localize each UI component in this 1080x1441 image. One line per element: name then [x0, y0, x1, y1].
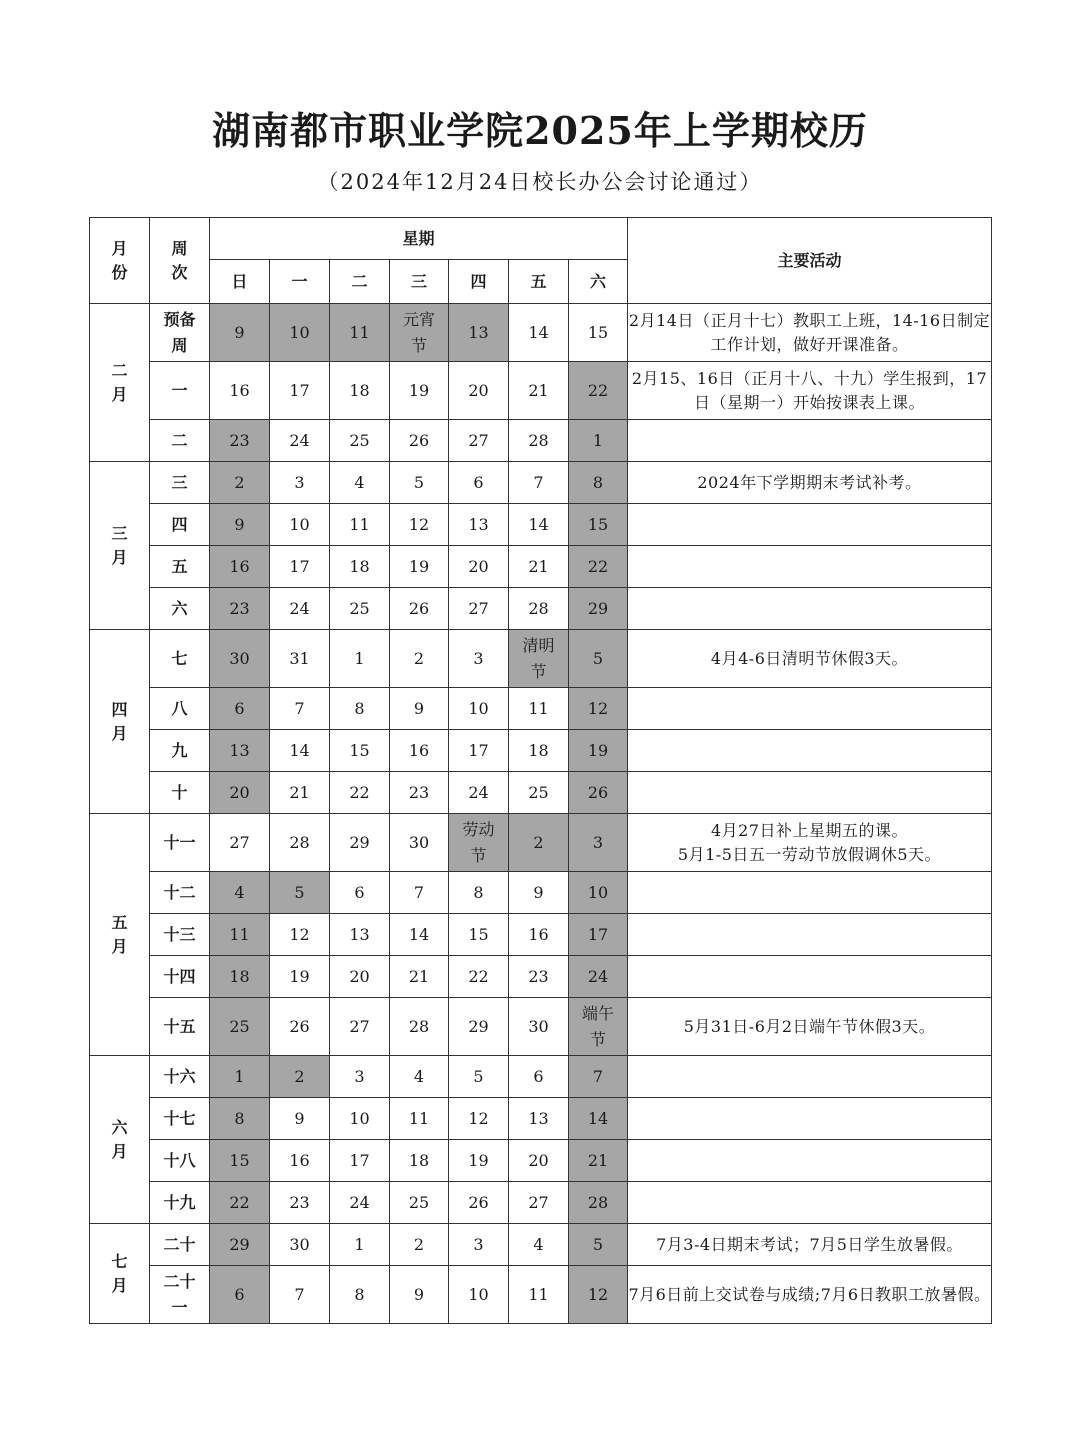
activity-cell: [628, 688, 992, 730]
day-cell-thu: 26: [449, 1182, 509, 1224]
day-cell-sun: 15: [210, 1140, 270, 1182]
day-cell-wed: 14: [390, 914, 449, 956]
header-row-1: [90, 218, 992, 260]
day-cell-sat: 14: [569, 1098, 628, 1140]
day-cell-tue: 22: [330, 772, 390, 814]
activity-cell: 2月15、16日（正月十八、十九）学生报到，17日（星期一）开始按课表上课。: [628, 362, 992, 420]
day-cell-fri: 28: [509, 588, 569, 630]
day-cell-thu: 3: [449, 1224, 509, 1266]
week-number: 一: [150, 362, 210, 420]
day-cell-mon: 12: [270, 914, 330, 956]
day-cell-wed: 9: [390, 688, 449, 730]
day-cell-mon: 24: [270, 420, 330, 462]
day-cell-tue: 4: [330, 462, 390, 504]
day-cell-mon: 30: [270, 1224, 330, 1266]
day-cell-mon: 10: [270, 504, 330, 546]
activity-cell: 7月3-4日期末考试；7月5日学生放暑假。: [628, 1224, 992, 1266]
day-cell-sat: 22: [569, 362, 628, 420]
day-cell-wed: 16: [390, 730, 449, 772]
week-number: 二十 一: [150, 1266, 210, 1324]
week-number: 九: [150, 730, 210, 772]
day-cell-sun: 27: [210, 814, 270, 872]
day-cell-sat: 7: [569, 1056, 628, 1098]
day-cell-fri: 4: [509, 1224, 569, 1266]
day-cell-tue: 15: [330, 730, 390, 772]
activity-column-header: 主要活动: [628, 218, 992, 304]
day-cell-tue: 6: [330, 872, 390, 914]
day-cell-sun: 18: [210, 956, 270, 998]
activity-cell: [628, 1182, 992, 1224]
activity-cell: [628, 420, 992, 462]
day-cell-tue: 1: [330, 1224, 390, 1266]
day-cell-sun: 6: [210, 1266, 270, 1324]
day-cell-tue: 24: [330, 1182, 390, 1224]
day-cell-tue: 20: [330, 956, 390, 998]
week-number: 十八: [150, 1140, 210, 1182]
week-row: [90, 956, 992, 998]
day-cell-sat: 21: [569, 1140, 628, 1182]
week-row: [90, 420, 992, 462]
holiday-cell-wed: 元宵 节: [390, 304, 449, 362]
day-cell-thu: 20: [449, 546, 509, 588]
day-cell-thu: 13: [449, 304, 509, 362]
day-cell-wed: 19: [390, 362, 449, 420]
week-row: [90, 1224, 992, 1266]
week-number: 二: [150, 420, 210, 462]
day-cell-mon: 9: [270, 1098, 330, 1140]
day-cell-tue: 8: [330, 688, 390, 730]
day-cell-fri: 11: [509, 1266, 569, 1324]
weekday-header-fri: 五: [509, 260, 569, 304]
week-row: [90, 914, 992, 956]
day-cell-sat: 17: [569, 914, 628, 956]
activity-cell: [628, 1056, 992, 1098]
day-cell-mon: 17: [270, 362, 330, 420]
day-cell-sun: 30: [210, 630, 270, 688]
week-row: [90, 304, 992, 362]
day-cell-thu: 22: [449, 956, 509, 998]
day-cell-tue: 29: [330, 814, 390, 872]
day-cell-mon: 2: [270, 1056, 330, 1098]
week-number: 十七: [150, 1098, 210, 1140]
activity-cell: [628, 546, 992, 588]
day-cell-tue: 25: [330, 588, 390, 630]
week-number: 十三: [150, 914, 210, 956]
day-cell-mon: 28: [270, 814, 330, 872]
week-row: [90, 462, 992, 504]
weekday-header-sat: 六: [569, 260, 628, 304]
day-cell-fri: 14: [509, 304, 569, 362]
day-cell-sat: 15: [569, 304, 628, 362]
day-cell-tue: 17: [330, 1140, 390, 1182]
week-row: [90, 1140, 992, 1182]
week-row: [90, 362, 992, 420]
day-cell-wed: 11: [390, 1098, 449, 1140]
activity-cell: 4月4-6日清明节休假3天。: [628, 630, 992, 688]
day-cell-wed: 26: [390, 420, 449, 462]
day-cell-wed: 28: [390, 998, 449, 1056]
day-cell-fri: 23: [509, 956, 569, 998]
day-cell-mon: 23: [270, 1182, 330, 1224]
week-row: [90, 1056, 992, 1098]
week-number: 二十: [150, 1224, 210, 1266]
weekday-header-sun: 日: [210, 260, 270, 304]
day-cell-sun: 11: [210, 914, 270, 956]
weekday-group-header: 星期: [210, 218, 628, 260]
day-cell-sun: 23: [210, 588, 270, 630]
day-cell-sun: 23: [210, 420, 270, 462]
day-cell-fri: 28: [509, 420, 569, 462]
page-title: 湖南都市职业学院2025年上学期校历: [212, 108, 868, 153]
day-cell-thu: 13: [449, 504, 509, 546]
week-row: [90, 630, 992, 688]
day-cell-tue: 8: [330, 1266, 390, 1324]
month-label: 五 月: [90, 814, 150, 1056]
day-cell-tue: 11: [330, 304, 390, 362]
day-cell-fri: 2: [509, 814, 569, 872]
day-cell-thu: 17: [449, 730, 509, 772]
day-cell-mon: 17: [270, 546, 330, 588]
month-label: 六 月: [90, 1056, 150, 1224]
day-cell-mon: 21: [270, 772, 330, 814]
day-cell-mon: 3: [270, 462, 330, 504]
holiday-cell-thu: 劳动 节: [449, 814, 509, 872]
week-number: 十九: [150, 1182, 210, 1224]
day-cell-wed: 23: [390, 772, 449, 814]
day-cell-wed: 26: [390, 588, 449, 630]
week-row: [90, 1182, 992, 1224]
activity-cell: [628, 1098, 992, 1140]
month-label: 七 月: [90, 1224, 150, 1324]
day-cell-fri: 21: [509, 546, 569, 588]
week-number: 七: [150, 630, 210, 688]
activity-cell: [628, 956, 992, 998]
day-cell-wed: 4: [390, 1056, 449, 1098]
month-label: 二 月: [90, 304, 150, 462]
day-cell-wed: 30: [390, 814, 449, 872]
activity-cell: 7月6日前上交试卷与成绩;7月6日教职工放暑假。: [628, 1266, 992, 1324]
day-cell-tue: 27: [330, 998, 390, 1056]
day-cell-tue: 11: [330, 504, 390, 546]
day-cell-tue: 18: [330, 362, 390, 420]
day-cell-fri: 30: [509, 998, 569, 1056]
day-cell-thu: 10: [449, 688, 509, 730]
activity-cell: 2024年下学期期末考试补考。: [628, 462, 992, 504]
day-cell-mon: 10: [270, 304, 330, 362]
weekday-header-thu: 四: [449, 260, 509, 304]
week-number: 六: [150, 588, 210, 630]
weekday-header-tue: 二: [330, 260, 390, 304]
day-cell-mon: 26: [270, 998, 330, 1056]
day-cell-sun: 9: [210, 304, 270, 362]
week-row: [90, 688, 992, 730]
day-cell-wed: 25: [390, 1182, 449, 1224]
day-cell-sun: 20: [210, 772, 270, 814]
week-row: [90, 872, 992, 914]
week-column-header: 周 次: [150, 218, 210, 304]
weekday-header-mon: 一: [270, 260, 330, 304]
day-cell-fri: 27: [509, 1182, 569, 1224]
activity-cell: [628, 504, 992, 546]
day-cell-tue: 13: [330, 914, 390, 956]
day-cell-fri: 9: [509, 872, 569, 914]
day-cell-sat: 8: [569, 462, 628, 504]
day-cell-sat: 22: [569, 546, 628, 588]
day-cell-thu: 12: [449, 1098, 509, 1140]
day-cell-sun: 8: [210, 1098, 270, 1140]
day-cell-sat: 10: [569, 872, 628, 914]
day-cell-wed: 12: [390, 504, 449, 546]
week-row: [90, 504, 992, 546]
holiday-cell-fri: 清明 节: [509, 630, 569, 688]
day-cell-fri: 11: [509, 688, 569, 730]
day-cell-sun: 29: [210, 1224, 270, 1266]
day-cell-fri: 25: [509, 772, 569, 814]
day-cell-fri: 21: [509, 362, 569, 420]
day-cell-thu: 20: [449, 362, 509, 420]
week-number: 十二: [150, 872, 210, 914]
day-cell-sat: 24: [569, 956, 628, 998]
week-row: [90, 772, 992, 814]
day-cell-wed: 2: [390, 630, 449, 688]
activity-cell: [628, 772, 992, 814]
day-cell-wed: 19: [390, 546, 449, 588]
day-cell-tue: 25: [330, 420, 390, 462]
day-cell-sat: 1: [569, 420, 628, 462]
day-cell-mon: 24: [270, 588, 330, 630]
holiday-cell-sat: 端午 节: [569, 998, 628, 1056]
day-cell-sun: 1: [210, 1056, 270, 1098]
day-cell-sun: 4: [210, 872, 270, 914]
day-cell-fri: 6: [509, 1056, 569, 1098]
day-cell-sun: 2: [210, 462, 270, 504]
day-cell-thu: 27: [449, 588, 509, 630]
day-cell-wed: 9: [390, 1266, 449, 1324]
week-number: 十一: [150, 814, 210, 872]
day-cell-sun: 6: [210, 688, 270, 730]
activity-cell: 2月14日（正月十七）教职工上班，14-16日制定工作计划，做好开课准备。: [628, 304, 992, 362]
day-cell-mon: 5: [270, 872, 330, 914]
day-cell-fri: 13: [509, 1098, 569, 1140]
activity-cell: [628, 588, 992, 630]
activity-cell: [628, 730, 992, 772]
day-cell-sat: 19: [569, 730, 628, 772]
day-cell-wed: 2: [390, 1224, 449, 1266]
day-cell-sat: 28: [569, 1182, 628, 1224]
day-cell-sat: 12: [569, 688, 628, 730]
day-cell-sat: 5: [569, 630, 628, 688]
day-cell-thu: 24: [449, 772, 509, 814]
day-cell-thu: 19: [449, 1140, 509, 1182]
day-cell-fri: 7: [509, 462, 569, 504]
day-cell-sun: 16: [210, 362, 270, 420]
day-cell-sun: 16: [210, 546, 270, 588]
day-cell-thu: 15: [449, 914, 509, 956]
week-row: [90, 588, 992, 630]
activity-cell: [628, 914, 992, 956]
week-row: [90, 730, 992, 772]
month-label: 四 月: [90, 630, 150, 814]
day-cell-sun: 22: [210, 1182, 270, 1224]
day-cell-wed: 5: [390, 462, 449, 504]
day-cell-mon: 31: [270, 630, 330, 688]
calendar-table: [89, 217, 992, 1324]
week-number: 四: [150, 504, 210, 546]
day-cell-sat: 3: [569, 814, 628, 872]
day-cell-sat: 12: [569, 1266, 628, 1324]
day-cell-fri: 16: [509, 914, 569, 956]
week-number: 十六: [150, 1056, 210, 1098]
day-cell-thu: 6: [449, 462, 509, 504]
day-cell-thu: 8: [449, 872, 509, 914]
week-row: [90, 998, 992, 1056]
day-cell-thu: 5: [449, 1056, 509, 1098]
day-cell-sun: 25: [210, 998, 270, 1056]
day-cell-tue: 10: [330, 1098, 390, 1140]
day-cell-tue: 18: [330, 546, 390, 588]
day-cell-sat: 5: [569, 1224, 628, 1266]
day-cell-tue: 1: [330, 630, 390, 688]
activity-cell: [628, 1140, 992, 1182]
week-number: 预备 周: [150, 304, 210, 362]
day-cell-wed: 7: [390, 872, 449, 914]
day-cell-fri: 18: [509, 730, 569, 772]
week-row: [90, 814, 992, 872]
day-cell-sat: 15: [569, 504, 628, 546]
month-column-header: 月 份: [90, 218, 150, 304]
day-cell-wed: 18: [390, 1140, 449, 1182]
week-row: [90, 1266, 992, 1324]
day-cell-sat: 29: [569, 588, 628, 630]
week-number: 十五: [150, 998, 210, 1056]
day-cell-wed: 21: [390, 956, 449, 998]
page-subtitle: （2024年12月24日校长办公会讨论通过）: [317, 170, 763, 194]
week-number: 五: [150, 546, 210, 588]
activity-cell: [628, 872, 992, 914]
day-cell-sat: 26: [569, 772, 628, 814]
week-row: [90, 546, 992, 588]
day-cell-thu: 3: [449, 630, 509, 688]
day-cell-thu: 29: [449, 998, 509, 1056]
day-cell-thu: 27: [449, 420, 509, 462]
day-cell-mon: 16: [270, 1140, 330, 1182]
day-cell-fri: 20: [509, 1140, 569, 1182]
week-number: 十: [150, 772, 210, 814]
day-cell-mon: 14: [270, 730, 330, 772]
week-number: 十四: [150, 956, 210, 998]
day-cell-sun: 13: [210, 730, 270, 772]
weekday-header-wed: 三: [390, 260, 449, 304]
activity-cell: 4月27日补上星期五的课。 5月1-5日五一劳动节放假调休5天。: [628, 814, 992, 872]
day-cell-mon: 7: [270, 688, 330, 730]
day-cell-fri: 14: [509, 504, 569, 546]
day-cell-mon: 19: [270, 956, 330, 998]
month-label: 三 月: [90, 462, 150, 630]
activity-cell: 5月31日-6月2日端午节休假3天。: [628, 998, 992, 1056]
day-cell-sun: 9: [210, 504, 270, 546]
week-row: [90, 1098, 992, 1140]
day-cell-tue: 3: [330, 1056, 390, 1098]
day-cell-thu: 10: [449, 1266, 509, 1324]
week-number: 八: [150, 688, 210, 730]
week-number: 三: [150, 462, 210, 504]
day-cell-mon: 7: [270, 1266, 330, 1324]
